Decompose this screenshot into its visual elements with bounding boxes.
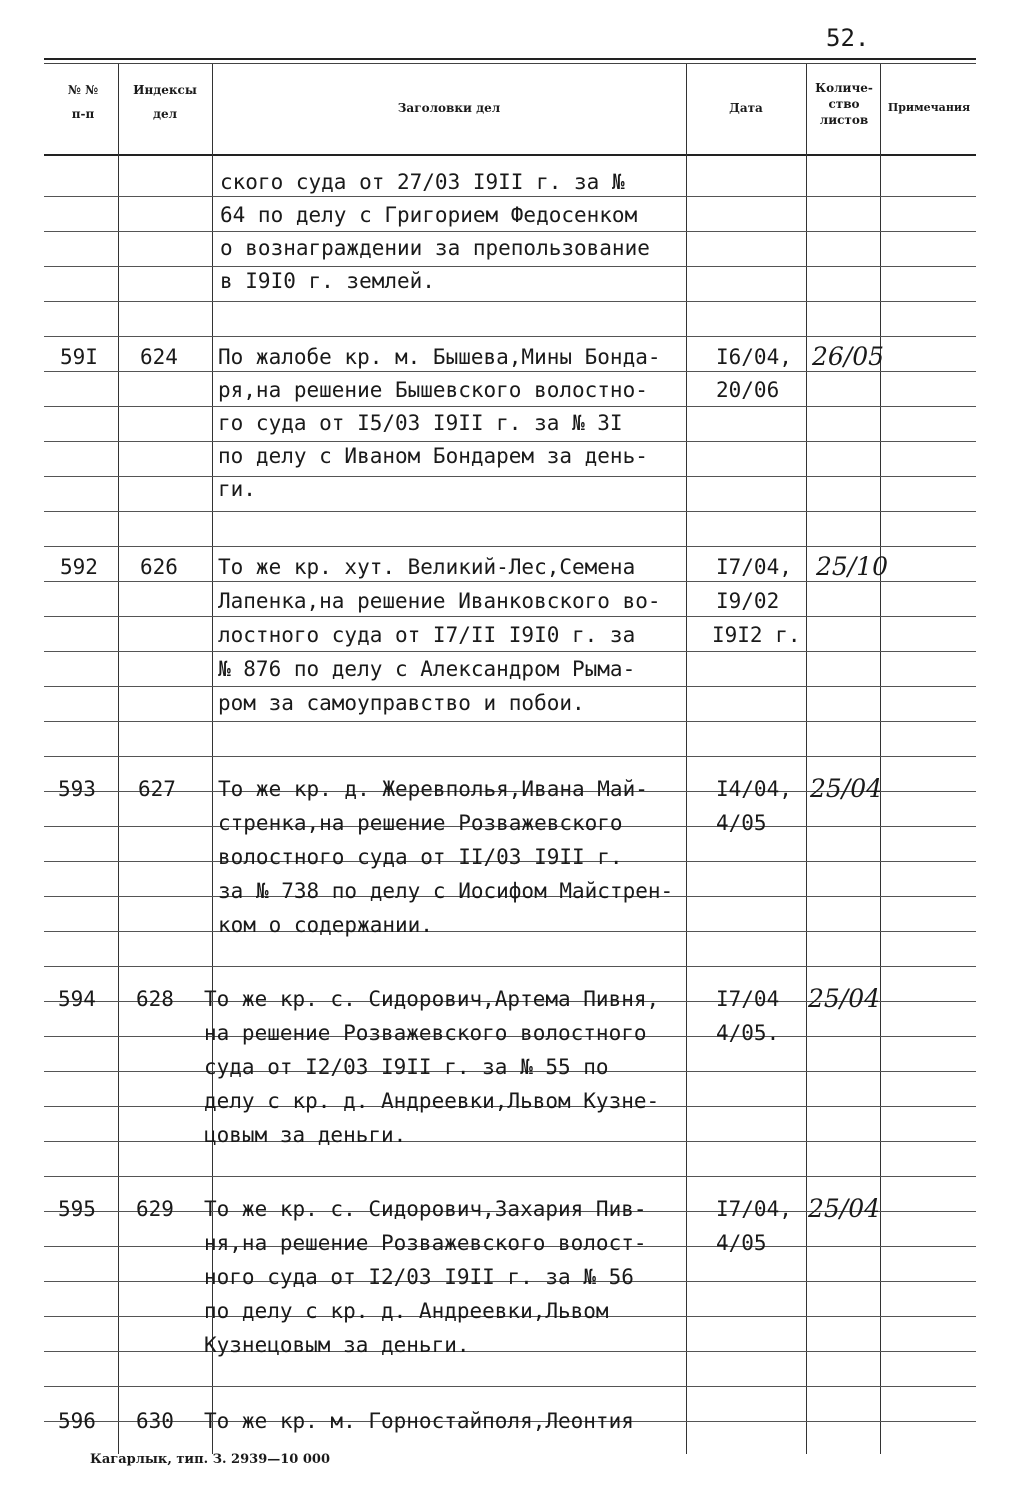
- record-index: 626: [140, 555, 178, 579]
- continuation-line: ского суда от 27/03 I9II г. за №: [220, 170, 625, 194]
- ruling-line: [44, 931, 976, 932]
- continuation-line: в I9I0 г. землей.: [220, 269, 435, 293]
- record-sheets: 26/05: [812, 342, 885, 371]
- record-title-line: ря,на решение Бышевского волостно-: [218, 378, 648, 402]
- record-title-line: ги.: [218, 477, 256, 501]
- ruling-line: [44, 546, 976, 547]
- ruling-line: [44, 1141, 976, 1142]
- ruling-line: [44, 1386, 976, 1387]
- record-title-line: цовым за деньги.: [204, 1123, 407, 1147]
- record-title-line: То же кр. м. Горностайполя,Леонтия: [204, 1409, 634, 1433]
- record-sheets: 25/04: [810, 774, 883, 803]
- record-title-line: суда от I2/03 I9II г. за № 55 по: [204, 1055, 609, 1079]
- ruling-line: [44, 476, 976, 477]
- ruling-line: [44, 966, 976, 967]
- ruling-line: [44, 336, 976, 337]
- record-title-line: То же кр. хут. Великий-Лес,Семена: [218, 555, 636, 579]
- record-title-line: То же кр. с. Сидорович,Захария Пив-: [204, 1197, 647, 1221]
- record-date-line: I7/04: [716, 987, 780, 1011]
- ruling-line: [44, 266, 976, 267]
- header-index-line2: дел: [152, 107, 178, 121]
- record-number: 596: [58, 1409, 96, 1433]
- record-date-line: 4/05: [716, 811, 767, 835]
- record-date-line: I4/04,: [716, 777, 792, 801]
- record-index: 630: [136, 1409, 174, 1433]
- header-num-line2: п-п: [71, 107, 95, 121]
- record-date-line: I7/04,: [716, 1197, 792, 1221]
- header-notes: Примечания: [887, 101, 971, 114]
- header-sheets-line1: Количе-: [815, 81, 873, 95]
- header-sheets: [808, 80, 880, 128]
- record-number: 595: [58, 1197, 96, 1221]
- record-title-line: на решение Розважевского волостного: [204, 1021, 647, 1045]
- record-title-line: по делу с Иваном Бондарем за день-: [218, 444, 648, 468]
- header-num-line1: № №: [67, 83, 99, 97]
- page-number: 52.: [826, 24, 870, 52]
- record-index: 629: [136, 1197, 174, 1221]
- record-date-line: I7/04,: [716, 555, 792, 579]
- record-sheets: 25/10: [816, 552, 889, 581]
- header-index-line1: Индексы: [133, 83, 197, 97]
- ruling-line: [44, 1351, 976, 1352]
- record-title-line: Кузнецовым за деньги.: [204, 1333, 470, 1357]
- header-num: [50, 80, 116, 124]
- record-sheets: 25/04: [808, 984, 881, 1013]
- record-title-line: По жалобе кр. м. Бышева,Мины Бонда-: [218, 345, 661, 369]
- record-index: 624: [140, 345, 178, 369]
- header-index: [120, 80, 210, 124]
- continuation-line: 64 по делу с Григорием Федосенком: [220, 203, 638, 227]
- record-title-line: делу с кр. д. Андреевки,Львом Кузне-: [204, 1089, 660, 1113]
- ruling-line: [44, 721, 976, 722]
- record-title-line: го суда от I5/03 I9II г. за № 3I: [218, 411, 623, 435]
- record-title-line: ком о содержании.: [218, 913, 433, 937]
- record-title-line: Лапенка,на решение Иванковского во-: [218, 589, 661, 613]
- record-title-line: по делу с кр. д. Андреевки,Львом: [204, 1299, 609, 1323]
- record-date-line: I6/04,: [716, 345, 792, 369]
- record-date-line: I9I2 г.: [712, 623, 801, 647]
- record-sheets: 25/04: [808, 1194, 881, 1223]
- header-rule: [44, 154, 976, 156]
- record-title-line: То же кр. с. Сидорович,Артема Пивня,: [204, 987, 660, 1011]
- continuation-line: о вознаграждении за препользование: [220, 236, 650, 260]
- record-index: 627: [138, 777, 176, 801]
- record-date-line: 20/06: [716, 378, 780, 402]
- record-date-line: 4/05: [716, 1231, 767, 1255]
- ruling-line: [44, 511, 976, 512]
- record-title-line: № 876 по делу с Александром Рыма-: [218, 657, 636, 681]
- top-rule-thin: [44, 63, 976, 64]
- header-date: Дата: [729, 101, 763, 115]
- header-title: Заголовки дел: [397, 101, 501, 115]
- header-sheets-line2: ство: [828, 97, 860, 111]
- printer-footer: Кагарлык, тип. З. 2939—10 000: [90, 1452, 330, 1467]
- record-title-line: за № 738 по делу с Иосифом Майстрен-: [218, 879, 674, 903]
- ruling-line: [44, 1176, 976, 1177]
- record-title-line: ня,на решение Розважевского волост-: [204, 1231, 647, 1255]
- ruling-line: [44, 756, 976, 757]
- record-title-line: То же кр. д. Жеревполья,Ивана Май-: [218, 777, 648, 801]
- record-index: 628: [136, 987, 174, 1011]
- record-date-line: I9/02: [716, 589, 780, 613]
- header-sheets-line3: листов: [819, 113, 869, 127]
- record-date-line: 4/05.: [716, 1021, 780, 1045]
- record-number: 594: [58, 987, 96, 1011]
- record-number: 593: [58, 777, 96, 801]
- record-title-line: стренка,на решение Розважевского: [218, 811, 623, 835]
- record-number: 59I: [60, 345, 98, 369]
- record-title-line: лостного суда от I7/II I9I0 г. за: [218, 623, 636, 647]
- record-title-line: волостного суда от II/03 I9II г.: [218, 845, 623, 869]
- record-title-line: ного суда от I2/03 I9II г. за № 56: [204, 1265, 634, 1289]
- ruling-line: [44, 301, 976, 302]
- record-title-line: ром за самоуправство и побои.: [218, 691, 585, 715]
- record-number: 592: [60, 555, 98, 579]
- top-rule: [44, 58, 976, 60]
